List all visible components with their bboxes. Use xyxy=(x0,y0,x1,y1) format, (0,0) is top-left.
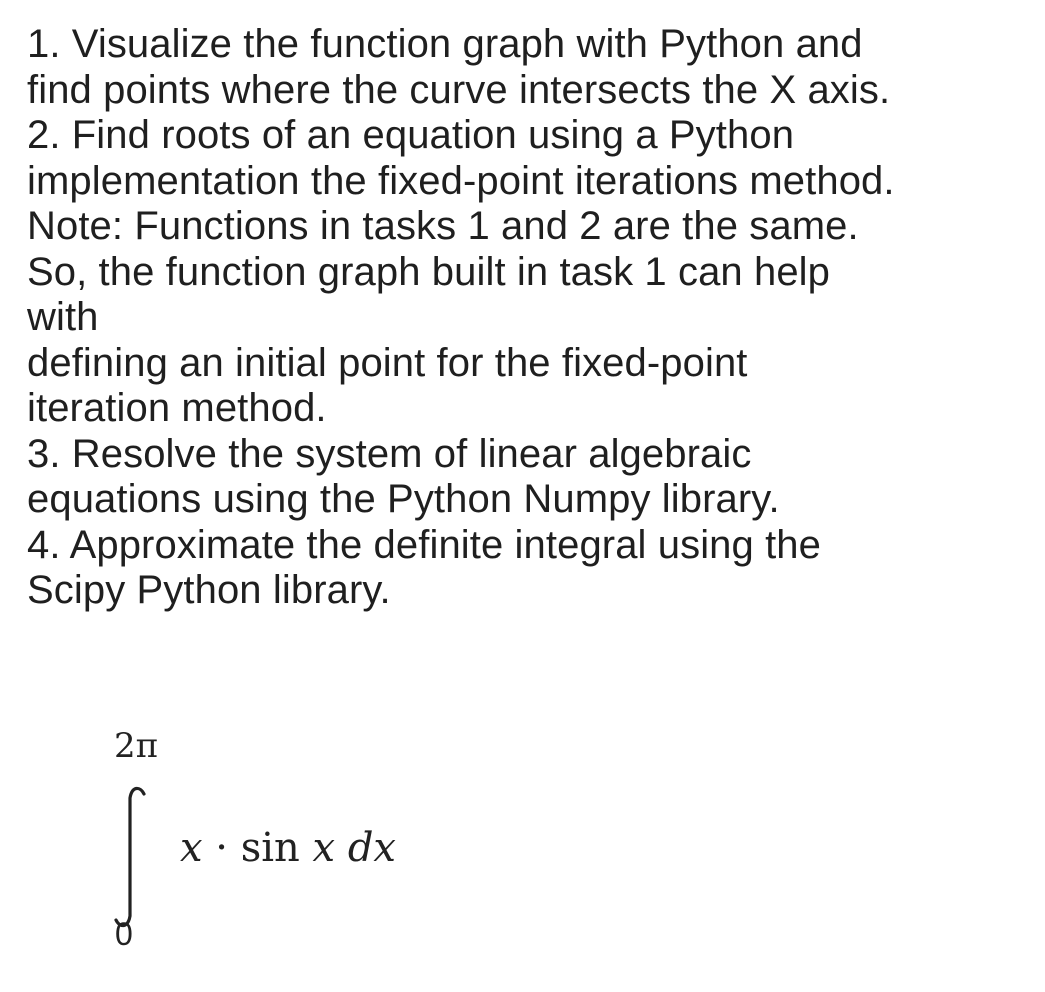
text-line: Note: Functions in tasks 1 and 2 are the same. xyxy=(27,204,859,248)
text-line: find points where the curve intersects the X axis. xyxy=(27,67,891,112)
integral-lower-limit: 0 xyxy=(115,916,133,952)
multiplication-dot: · xyxy=(202,825,241,871)
text-line: 3. Resolve the system of linear algebraic xyxy=(27,431,752,476)
text-line: iteration method. xyxy=(27,386,327,430)
integrand-variable: x xyxy=(180,825,203,871)
sine-function: sin xyxy=(240,825,300,871)
text-line: 1. Visualize the function graph with Python and xyxy=(27,22,863,66)
text-line: Scipy Python library. xyxy=(27,568,391,612)
integrand xyxy=(180,825,396,871)
text-line: equations using the Python Numpy library. xyxy=(27,477,780,521)
sine-argument: x xyxy=(312,825,336,871)
definite-integral-formula xyxy=(100,720,520,970)
differential: dx xyxy=(347,825,396,871)
integral-upper-limit: 2π xyxy=(114,726,158,766)
assignment-text xyxy=(27,22,1037,614)
text-line: implementation the fixed-point iterations method. xyxy=(27,158,895,203)
text-line: 4. Approximate the definite integral using the xyxy=(27,522,821,567)
text-line: So, the function graph built in task 1 can help xyxy=(27,249,831,294)
text-line: 2. Find roots of an equation using a Python xyxy=(27,113,795,157)
text-line: with xyxy=(27,295,99,339)
integral-sign-icon xyxy=(100,782,160,932)
text-line: defining an initial point for the fixed-point xyxy=(27,340,748,385)
